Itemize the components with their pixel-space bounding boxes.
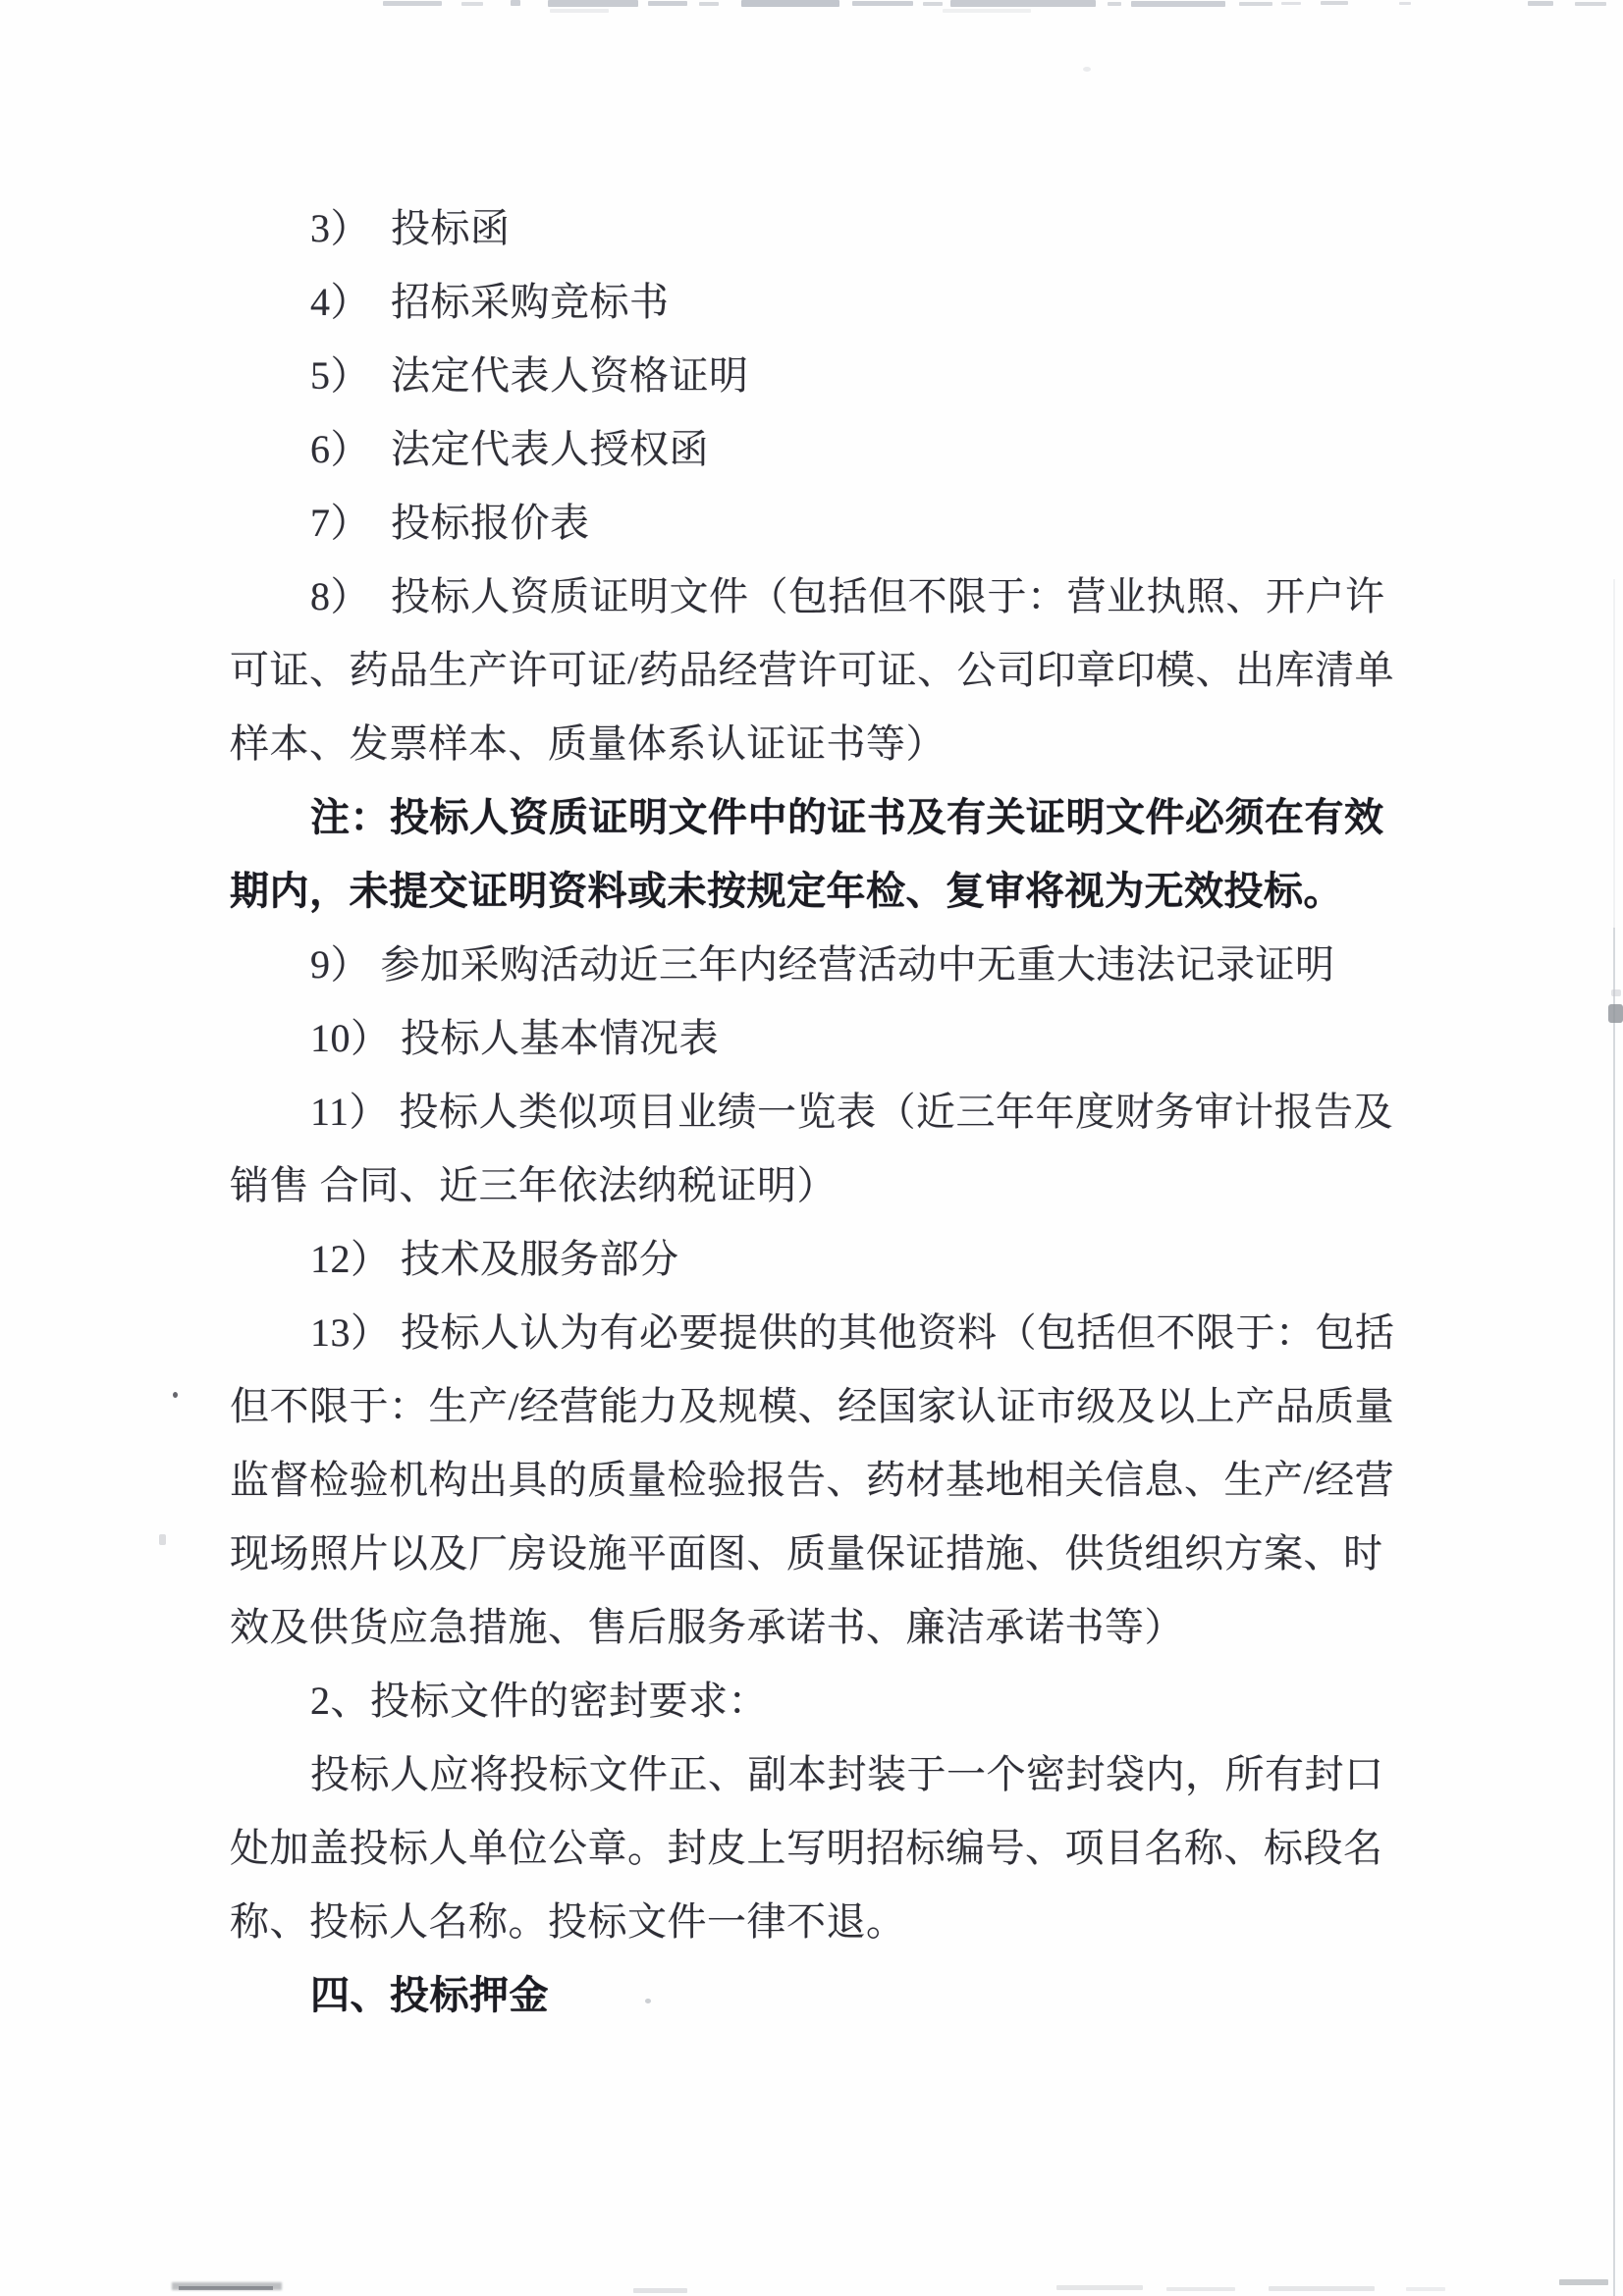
text-line: 可证、药品生产许可证/药品经营许可证、公司印章印模、出库清单 [230, 648, 1395, 692]
text-line: 4） 招标采购竞标书 [310, 280, 670, 324]
text-line: 3） 投标函 [310, 206, 511, 250]
text-line: 12） 技术及服务部分 [310, 1237, 679, 1281]
text-line: 四、投标押金 [310, 1973, 549, 2017]
text-line: 称、投标人名称。投标文件一律不退。 [230, 1899, 906, 1944]
text-line: 7） 投标报价表 [310, 501, 590, 545]
text-line: 样本、发票样本、质量体系认证证书等） [230, 721, 946, 766]
text-line: 5） 法定代表人资格证明 [310, 353, 749, 398]
text-line: 10） 投标人基本情况表 [310, 1016, 719, 1060]
text-line: 2、投标文件的密封要求： [310, 1679, 768, 1723]
text-line: 销售 合同、近三年依法纳税证明） [230, 1163, 837, 1207]
text-line: 6） 法定代表人授权函 [310, 427, 709, 471]
text-line: 11） 投标人类似项目业绩一览表（近三年年度财务审计报告及 [310, 1090, 1394, 1134]
text-line: 注：投标人资质证明文件中的证书及有关证明文件必须在有效 [310, 795, 1384, 839]
text-line: 投标人应将投标文件正、副本封装于一个密封袋内，所有封口 [310, 1752, 1384, 1796]
text-line: 9） 参加采购活动近三年内经营活动中无重大违法记录证明 [310, 942, 1335, 987]
text-line: 但不限于：生产/经营能力及规模、经国家认证市级及以上产品质量 [230, 1384, 1395, 1428]
text-line: 处加盖投标人单位公章。封皮上写明招标编号、项目名称、标段名 [230, 1826, 1383, 1870]
text-line: 13） 投标人认为有必要提供的其他资料（包括但不限于：包括 [310, 1310, 1395, 1355]
text-line: 8） 投标人资质证明文件（包括但不限于：营业执照、开户许 [310, 574, 1385, 618]
text-line: 期内，未提交证明资料或未按规定年检、复审将视为无效投标。 [230, 869, 1343, 913]
text-line: 现场照片以及厂房设施平面图、质量保证措施、供货组织方案、时 [230, 1531, 1383, 1575]
text-line: 效及供货应急措施、售后服务承诺书、廉洁承诺书等） [230, 1605, 1184, 1649]
text-line: 监督检验机构出具的质量检验报告、药材基地相关信息、生产/经营 [230, 1458, 1395, 1502]
